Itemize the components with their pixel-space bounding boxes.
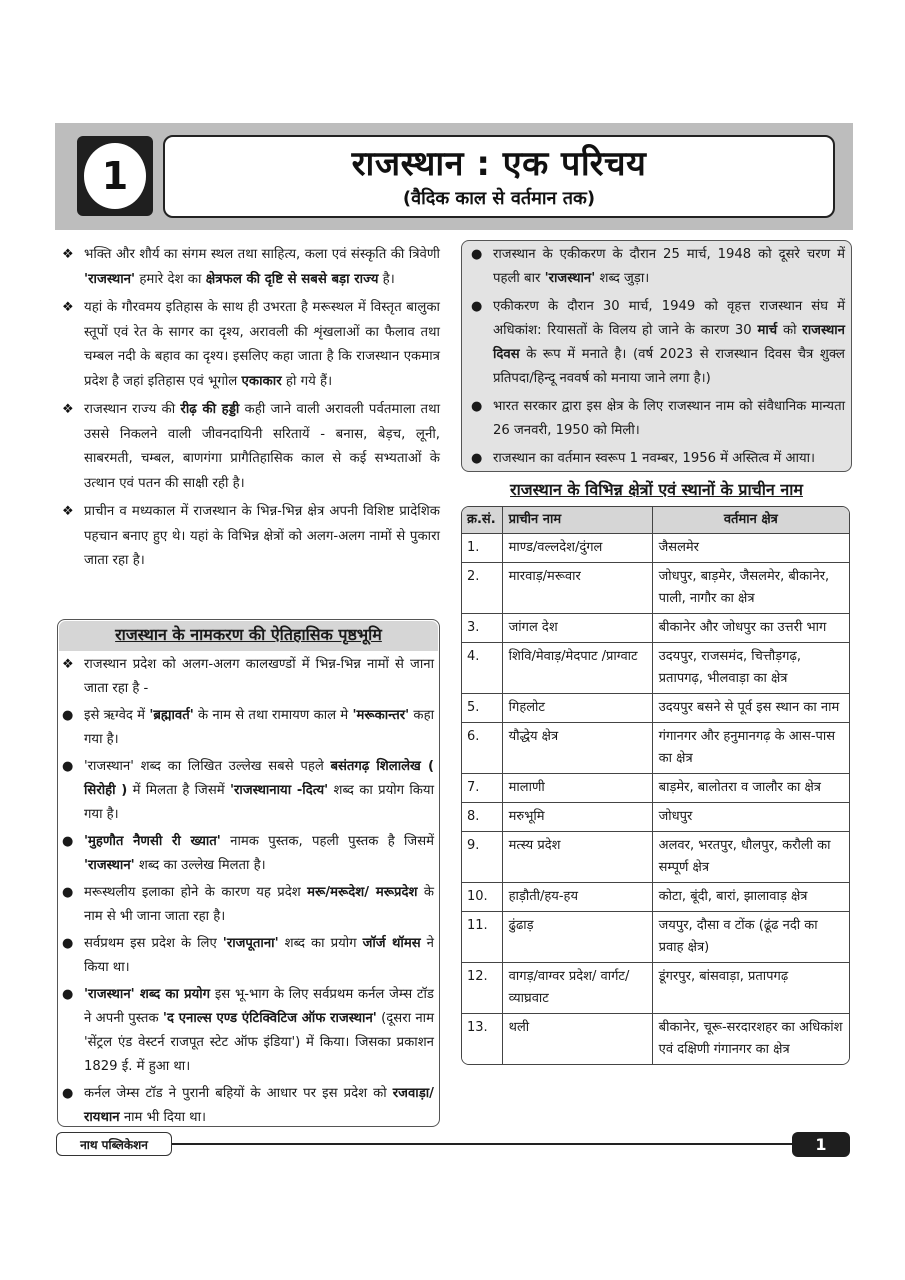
- serial-cell: 2.: [462, 563, 502, 614]
- diamond-bullet-icon: ❖: [62, 504, 74, 519]
- diamond-bullet-icon: ❖: [62, 402, 74, 417]
- ancient-names-table: [461, 506, 850, 1065]
- bullet-icon: ●: [62, 885, 74, 900]
- serial-cell: 10.: [462, 883, 502, 912]
- unification-list: [471, 243, 845, 475]
- list-item: ● भारत सरकार द्वारा इस क्षेत्र के लिए राजस्थान नाम को संवैधानिक मान्यता 26 जनवरी, 1950 को मिली।: [493, 395, 845, 443]
- column-header: वर्तमान क्षेत्र: [652, 507, 849, 534]
- bullet-icon: ●: [471, 399, 483, 414]
- page-subtitle: (वैदिक काल से वर्तमान तक): [402, 188, 596, 209]
- current-region-cell: उदयपुर, राजसमंद, चित्तौड़गढ़, प्रतापगढ़, भीलवाड़ा का क्षेत्र: [652, 643, 849, 694]
- naming-history-title: राजस्थान के नामकरण की ऐतिहासिक पृष्ठभूमि: [115, 625, 382, 644]
- list-item: ❖ राजस्थान प्रदेश को अलग-अलग कालखण्डों में भिन्न-भिन्न नामों से जाना जाता रहा है -: [84, 653, 434, 701]
- diamond-bullet-icon: ❖: [62, 247, 74, 262]
- table-row: [462, 912, 849, 963]
- bullet-icon: ●: [471, 299, 483, 314]
- table-row: [462, 723, 849, 774]
- serial-cell: 11.: [462, 912, 502, 963]
- table-row: [462, 774, 849, 803]
- ancient-name-cell: जांगल देश: [502, 614, 652, 643]
- current-region-cell: कोटा, बूंदी, बारां, झालावाड़ क्षेत्र: [652, 883, 849, 912]
- bullet-icon: ●: [471, 451, 483, 466]
- list-item: ● मरूस्थलीय इलाका होने के कारण यह प्रदेश मरू/मरूदेश/ मरूप्रदेश के नाम से भी जाना जाता रहा है।: [84, 881, 434, 929]
- ancient-name-cell: मरुभूमि: [502, 803, 652, 832]
- ancient-name-cell: थली: [502, 1014, 652, 1065]
- bullet-icon: ●: [62, 759, 74, 774]
- ancient-name-cell: यौद्धेय क्षेत्र: [502, 723, 652, 774]
- list-item: ● राजस्थान का वर्तमान स्वरूप 1 नवम्बर, 1956 में अस्तित्व में आया।: [493, 447, 845, 471]
- list-item: ● 'राजस्थान' शब्द का प्रयोग इस भू-भाग के लिए सर्वप्रथम कर्नल जेम्स टॉड ने अपनी पुस्तक 'द एनाल्स एण्ड एंटिक्विटिज ऑफ राजस्थान' (दूसरा नाम 'सेंट्रल एंड वेस्टर्न राजपूत स्टेट ऑफ इंडिया') में किया। जिसका प्रकाशन 1829 ई. में हुआ था।: [84, 983, 434, 1079]
- bullet-icon: ●: [62, 708, 74, 723]
- current-region-cell: बाड़मेर, बालोतरा व जालौर का क्षेत्र: [652, 774, 849, 803]
- serial-cell: 13.: [462, 1014, 502, 1065]
- current-region-cell: जैसलमेर: [652, 534, 849, 563]
- current-region-cell: बीकानेर, चूरू-सरदारशहर का अधिकांश एवं दक्षिणी गंगानगर का क्षेत्र: [652, 1014, 849, 1065]
- ancient-name-cell: मारवाड़/मरूवार: [502, 563, 652, 614]
- bullet-icon: ●: [62, 987, 74, 1002]
- ancient-name-cell: गिहलोट: [502, 694, 652, 723]
- serial-cell: 1.: [462, 534, 502, 563]
- table-header-row: [462, 507, 849, 534]
- list-item: ● एकीकरण के दौरान 30 मार्च, 1949 को वृहत्त राजस्थान संघ में अधिकांश: रियासतों के विलय हो जाने के कारण 30 मार्च को राजस्थान दिवस के रूप में मनाते है। (वर्ष 2023 से राजस्थान दिवस चैत्र शुक्ल प्रतिपदा/हिन्दू नववर्ष को मनाया जाने लगा है।): [493, 295, 845, 391]
- current-region-cell: अलवर, भरतपुर, धौलपुर, करौली का सम्पूर्ण क्षेत्र: [652, 832, 849, 883]
- ancient-name-cell: मालाणी: [502, 774, 652, 803]
- table-row: [462, 694, 849, 723]
- page-number: 1: [792, 1132, 850, 1157]
- intro-item: ❖ यहां के गौरवमय इतिहास के साथ ही उभरता है मरूस्थल में विस्तृत बालुका स्तूपों एवं रेत के सागर का दृश्य, अरावली की शृंखलाओं का फैलाव तथा चम्बल नदी के बहाव का दृश्य। इसलिए कहा जाता है कि राजस्थान एकमात्र प्रदेश है जहां इतिहास एवं भूगोल एकाकार हो गये हैं।: [84, 296, 440, 394]
- current-region-cell: उदयपुर बसने से पूर्व इस स्थान का नाम: [652, 694, 849, 723]
- list-item: ● कर्नल जेम्स टॉड ने पुरानी बहियों के आधार पर इस प्रदेश को रजवाड़ा/रायथान नाम भी दिया था।: [84, 1082, 434, 1130]
- current-region-cell: जयपुर, दौसा व टोंक (ढूंढ नदी का प्रवाह क्षेत्र): [652, 912, 849, 963]
- diamond-bullet-icon: ❖: [62, 300, 74, 315]
- list-item: ● राजस्थान के एकीकरण के दौरान 25 मार्च, 1948 को दूसरे चरण में पहली बार 'राजस्थान' शब्द जुड़ा।: [493, 243, 845, 291]
- ancient-name-cell: माण्ड/वल्लदेश/दुंगल: [502, 534, 652, 563]
- table-row: [462, 832, 849, 883]
- footer-divider: [172, 1143, 792, 1145]
- serial-cell: 5.: [462, 694, 502, 723]
- serial-cell: 8.: [462, 803, 502, 832]
- serial-cell: 4.: [462, 643, 502, 694]
- intro-item: ❖ भक्ति और शौर्य का संगम स्थल तथा साहित्य, कला एवं संस्कृति की त्रिवेणी 'राजस्थान' हमारे देश का क्षेत्रफल की दृष्टि से सबसे बड़ा राज्य है।: [84, 243, 440, 292]
- ancient-name-cell: ढुंढाड़: [502, 912, 652, 963]
- table-row: [462, 643, 849, 694]
- table-row: [462, 614, 849, 643]
- bullet-icon: ●: [62, 1086, 74, 1101]
- naming-history-list: [62, 653, 435, 1133]
- current-region-cell: डूंगरपुर, बांसवाड़ा, प्रतापगढ़: [652, 963, 849, 1014]
- table-row: [462, 1014, 849, 1065]
- publisher-label: नाथ पब्लिकेशन: [56, 1132, 172, 1156]
- table-row: [462, 803, 849, 832]
- list-item: ● इसे ऋग्वेद में 'ब्रह्मावर्त' के नाम से तथा रामायण काल मे 'मरूकान्तर' कहा गया है।: [84, 704, 434, 752]
- list-item: ● 'राजस्थान' शब्द का लिखित उल्लेख सबसे पहले बसंतगढ़ शिलालेख ( सिरोही ) में मिलता है जिसमें 'राजस्थानाया -दित्य' शब्द का प्रयोग किया गया है।: [84, 755, 434, 827]
- current-region-cell: बीकानेर और जोधपुर का उत्तरी भाग: [652, 614, 849, 643]
- table-row: [462, 534, 849, 563]
- ancient-name-cell: मत्स्य प्रदेश: [502, 832, 652, 883]
- table-row: [462, 883, 849, 912]
- ancient-name-cell: शिवि/मेवाड़/मेदपाट /प्राग्वाट: [502, 643, 652, 694]
- list-item: ● 'मुहणौत नैणसी री ख्यात' नामक पुस्तक, पहली पुस्तक है जिसमें 'राजस्थान' शब्द का उल्लेख मिलता है।: [84, 830, 434, 878]
- ancient-name-cell: हाड़ौती/हय-हय: [502, 883, 652, 912]
- intro-item: ❖ राजस्थान राज्य की रीढ़ की हड्डी कही जाने वाली अरावली पर्वतमाला तथा उससे निकलने वाली जीवनदायिनी सरितायें - बनास, बेड़च, लूनी, साबरमती, चम्बल, बाणगंगा प्रागैतिहासिक काल से कई सभ्यताओं के उत्थान एवं पतन की साक्षी रही है।: [84, 398, 440, 496]
- table-row: [462, 963, 849, 1014]
- column-header: क्र.सं.: [462, 507, 502, 534]
- chapter-number: 1: [84, 143, 146, 209]
- table-title: राजस्थान के विभिन्न क्षेत्रों एवं स्थानों के प्राचीन नाम: [510, 480, 803, 499]
- bullet-icon: ●: [62, 936, 74, 951]
- current-region-cell: जोधपुर, बाड़मेर, जैसलमेर, बीकानेर, पाली, नागौर का क्षेत्र: [652, 563, 849, 614]
- serial-cell: 6.: [462, 723, 502, 774]
- diamond-bullet-icon: ❖: [62, 657, 74, 672]
- page-title: राजस्थान : एक परिचय: [351, 144, 647, 184]
- bullet-icon: ●: [62, 834, 74, 849]
- serial-cell: 9.: [462, 832, 502, 883]
- column-header: प्राचीन नाम: [502, 507, 652, 534]
- intro-item: ❖ प्राचीन व मध्यकाल में राजस्थान के भिन्न-भिन्न क्षेत्र अपनी विशिष्ट प्रादेशिक पहचान बनाए हुए थे। यहां के विभिन्न क्षेत्रों को अलग-अलग नामों से पुकारा जाता रहा है।: [84, 500, 440, 574]
- table-row: [462, 563, 849, 614]
- serial-cell: 3.: [462, 614, 502, 643]
- intro-section: [62, 243, 441, 578]
- serial-cell: 12.: [462, 963, 502, 1014]
- current-region-cell: गंगानगर और हनुमानगढ़ के आस-पास का क्षेत्र: [652, 723, 849, 774]
- serial-cell: 7.: [462, 774, 502, 803]
- ancient-name-cell: वागड़/वाग्वर प्रदेश/ वार्गट/व्याघ्रवाट: [502, 963, 652, 1014]
- list-item: ● सर्वप्रथम इस प्रदेश के लिए 'राजपूताना' शब्द का प्रयोग जॉर्ज थॉमस ने किया था।: [84, 932, 434, 980]
- current-region-cell: जोधपुर: [652, 803, 849, 832]
- bullet-icon: ●: [471, 247, 483, 262]
